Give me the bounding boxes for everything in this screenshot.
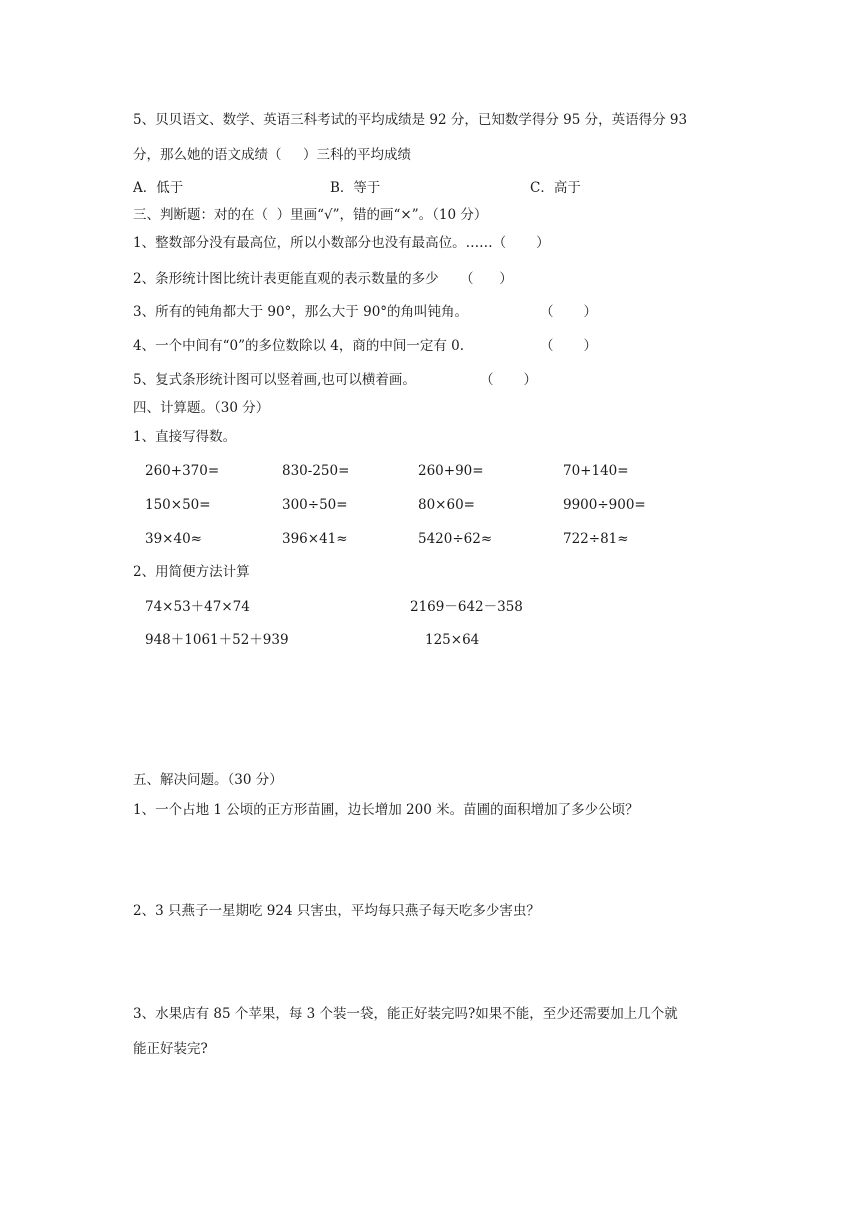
question-5-line1: 5、贝贝语文、数学、英语三科考试的平均成绩是 92 分，已知数学得分 95 分，英语得分 93 (133, 112, 688, 128)
calc-item: 5420÷62≈ (418, 531, 493, 547)
problem-1: 1、一个占地 1 公顷的正方形苗圃，边长增加 200 米。苗圃的面积增加了多少公顷？ (133, 802, 639, 818)
judge-bracket-5: （ ） (480, 372, 538, 388)
judge-bracket-3: （ ） (540, 304, 598, 320)
judge-item-3: 3、所有的钝角都大于 90°，那么大于 90°的角叫钝角。 (133, 304, 469, 320)
simplify-item: 948＋1061＋52＋939 (145, 632, 289, 648)
calc-item: 830-250= (282, 463, 350, 479)
calc-item: 722÷81≈ (563, 531, 629, 547)
calc-item: 396×41≈ (282, 531, 348, 547)
judge-item-4: 4、一个中间有“0”的多位数除以 4，商的中间一定有 0. (133, 338, 465, 354)
option-c: C．高于 (530, 180, 581, 196)
calc-item: 70+140= (563, 463, 629, 479)
calc-item: 150×50= (145, 497, 211, 513)
section-4-title: 四、计算题。（30 分） (133, 400, 270, 416)
calc-item: 80×60= (418, 497, 475, 513)
calc-item: 260+370= (145, 463, 220, 479)
calc-sub-1: 1、直接写得数。 (133, 429, 237, 445)
problem-3-line1: 3、水果店有 85 个苹果，每 3 个装一袋，能正好装完吗?如果不能，至少还需要加上几个就 (133, 1006, 678, 1022)
judge-bracket-4: （ ） (540, 338, 598, 354)
judge-item-5: 5、复式条形统计图可以竖着画,也可以横着画。 (133, 372, 416, 388)
judge-item-1: 1、整数部分没有最高位，所以小数部分也没有最高位。……（ ） (133, 235, 550, 251)
simplify-item: 74×53＋47×74 (145, 599, 250, 615)
section-3-title: 三、判断题：对的在（ ）里画“√”，错的画“×”。（10 分） (133, 207, 488, 223)
calc-item: 260+90= (418, 463, 484, 479)
problem-2: 2、3 只燕子一星期吃 924 只害虫，平均每只燕子每天吃多少害虫？ (133, 903, 540, 919)
simplify-item: 2169－642－358 (410, 599, 523, 615)
section-5-title: 五、解决问题。（30 分） (133, 772, 283, 788)
option-a: A．低于 (133, 180, 184, 196)
option-b: B．等于 (330, 180, 381, 196)
calc-sub-2: 2、用简便方法计算 (133, 564, 250, 580)
simplify-item: 125×64 (425, 632, 480, 648)
problem-3-line2: 能正好装完? (133, 1041, 208, 1057)
judge-item-2: 2、条形统计图比统计表更能直观的表示数量的多少 （ ） (133, 271, 513, 287)
calc-item: 300÷50= (282, 497, 348, 513)
calc-item: 9900÷900= (563, 497, 646, 513)
question-5-line2: 分，那么她的语文成绩（ ）三科的平均成绩 (133, 147, 411, 163)
calc-item: 39×40≈ (145, 531, 202, 547)
